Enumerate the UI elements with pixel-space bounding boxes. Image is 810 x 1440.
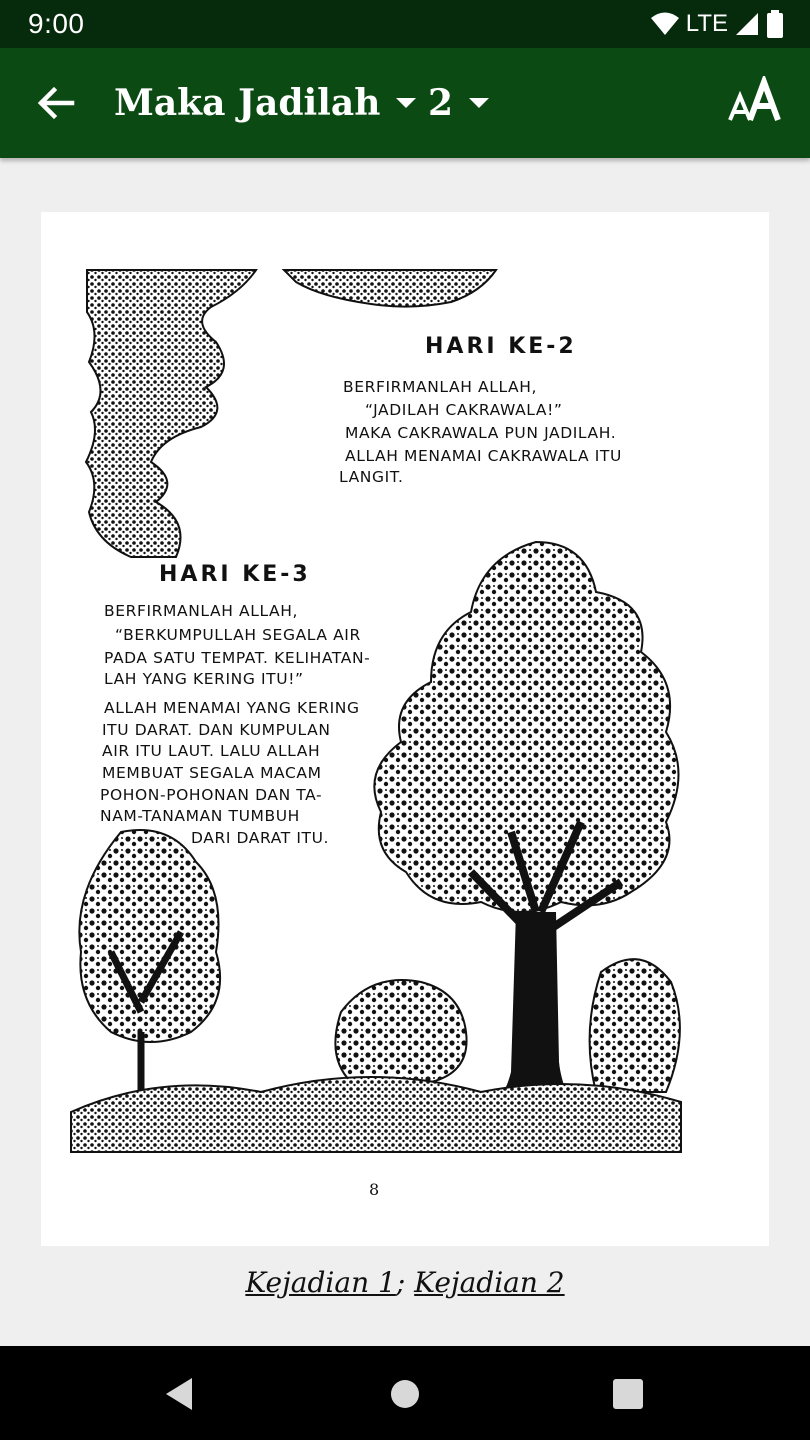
day3-line-7: AIR ITU LAUT. LALU ALLAH — [102, 742, 321, 760]
nav-back-icon[interactable] — [160, 1374, 200, 1414]
reference-link-kejadian-2[interactable]: Kejadian 2 — [414, 1266, 565, 1299]
day3-line-1: BERFIRMANLAH ALLAH, — [104, 602, 299, 620]
arrow-left-icon[interactable] — [30, 78, 80, 128]
day3-line-2: “BERKUMPULLAH SEGALA AIR — [115, 626, 361, 644]
page-number: 8 — [369, 1180, 380, 1199]
signal-icon — [734, 11, 760, 37]
wifi-icon — [650, 11, 680, 37]
status-bar — [0, 0, 810, 48]
book-dropdown[interactable] — [114, 76, 416, 130]
reference-separator: ; — [395, 1266, 415, 1299]
app-bar — [0, 48, 810, 158]
reference-link-kejadian-1[interactable]: Kejadian 1 — [245, 1266, 396, 1299]
scripture-references — [0, 1266, 810, 1299]
navigation-bar — [0, 1346, 810, 1440]
page-illustration-card — [41, 212, 769, 1246]
day3-line-3: PADA SATU TEMPAT. KELIHATAN- — [104, 649, 371, 667]
day3-line-4: LAH YANG KERING ITU!” — [104, 670, 304, 688]
chapter-dropdown[interactable] — [428, 76, 489, 130]
chapter-number: 2 — [428, 82, 454, 124]
nav-recents-icon[interactable] — [608, 1374, 648, 1414]
day3-line-11: DARI DARAT ITU. — [191, 829, 330, 847]
day3-line-5: ALLAH MENAMAI YANG KERING — [104, 699, 360, 717]
network-type: LTE — [685, 10, 728, 37]
day3-line-10: NAM-TANAMAN TUMBUH — [100, 807, 300, 825]
chevron-down-icon — [396, 98, 416, 108]
day2-heading: HARI KE-2 — [425, 334, 577, 359]
day3-line-9: POHON-POHONAN DAN TA- — [100, 786, 323, 804]
day2-line-3: MAKA CAKRAWALA PUN JADILAH. — [345, 424, 617, 442]
day3-line-6: ITU DARAT. DAN KUMPULAN — [102, 721, 331, 739]
day2-line-5: LANGIT. — [339, 468, 404, 486]
day2-line-4: ALLAH MENAMAI CAKRAWALA ITU — [345, 447, 622, 465]
day3-line-8: MEMBUAT SEGALA MACAM — [102, 764, 322, 782]
day3-heading: HARI KE-3 — [159, 562, 311, 587]
status-time: 9:00 — [28, 8, 85, 39]
chevron-down-icon — [469, 98, 489, 108]
battery-icon — [766, 10, 784, 38]
status-icons — [650, 10, 784, 38]
book-title: Maka Jadilah — [114, 82, 381, 124]
nav-home-icon[interactable] — [385, 1374, 425, 1414]
day2-line-2: “JADILAH CAKRAWALA!” — [365, 401, 563, 419]
day2-line-1: BERFIRMANLAH ALLAH, — [343, 378, 538, 396]
text-size-icon[interactable] — [728, 76, 784, 128]
